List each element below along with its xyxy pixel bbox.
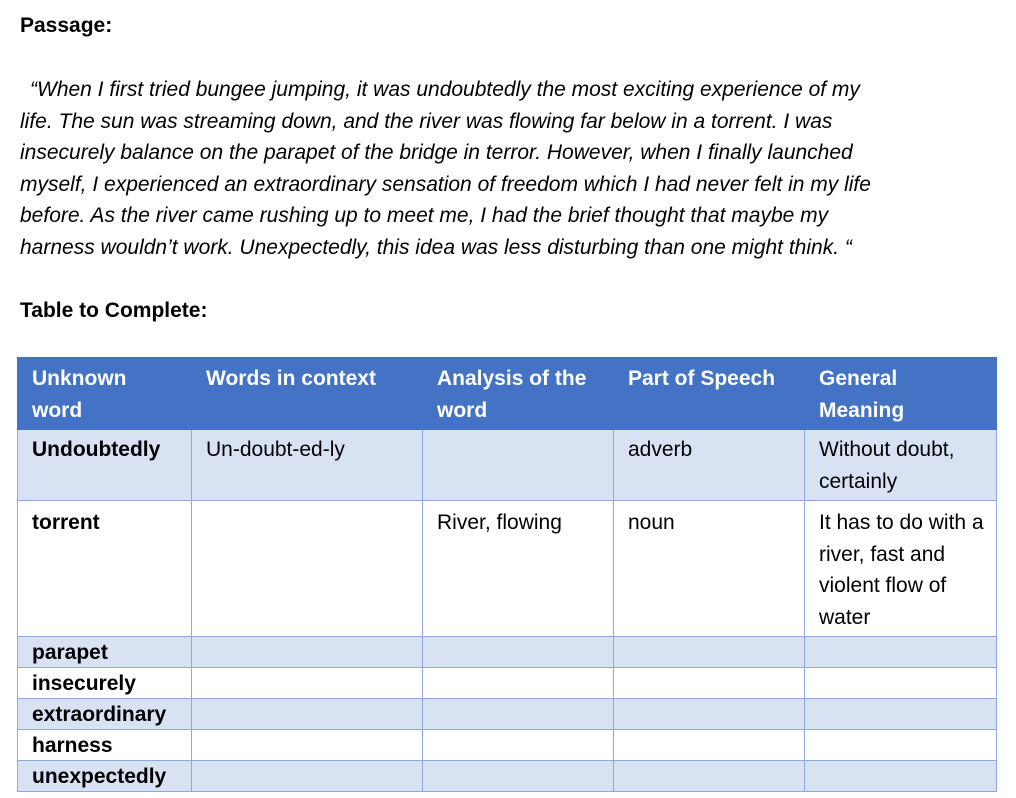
cell-words-in-context[interactable] bbox=[192, 699, 423, 730]
passage-line: myself, I experienced an extraordinary sensation of freedom which I had never felt in my life bbox=[20, 172, 871, 196]
table-row bbox=[18, 730, 997, 761]
column-header-part-of-speech: Part of Speech bbox=[614, 358, 805, 430]
cell-analysis[interactable] bbox=[423, 637, 614, 668]
cell-general-meaning[interactable] bbox=[805, 637, 997, 668]
cell-analysis[interactable] bbox=[423, 430, 614, 501]
table-row bbox=[18, 501, 997, 637]
cell-unknown-word[interactable]: harness bbox=[18, 730, 192, 761]
cell-words-in-context[interactable] bbox=[192, 730, 423, 761]
cell-part-of-speech[interactable] bbox=[614, 668, 805, 699]
table-row bbox=[18, 430, 997, 501]
cell-analysis[interactable] bbox=[423, 699, 614, 730]
passage-line: life. The sun was streaming down, and the river was flowing far below in a torrent. I was bbox=[20, 109, 833, 133]
cell-unknown-word[interactable]: insecurely bbox=[18, 668, 192, 699]
cell-part-of-speech[interactable] bbox=[614, 637, 805, 668]
cell-words-in-context[interactable] bbox=[192, 501, 423, 637]
passage-heading: Passage: bbox=[20, 14, 113, 37]
cell-analysis[interactable] bbox=[423, 730, 614, 761]
cell-general-meaning[interactable] bbox=[805, 699, 997, 730]
column-header-analysis: Analysis of the word bbox=[423, 358, 614, 430]
vocabulary-table bbox=[17, 357, 997, 792]
cell-analysis[interactable] bbox=[423, 668, 614, 699]
cell-analysis[interactable] bbox=[423, 761, 614, 792]
cell-general-meaning[interactable]: Without doubt, certainly bbox=[805, 430, 997, 501]
cell-words-in-context[interactable] bbox=[192, 637, 423, 668]
passage-line: before. As the river came rushing up to meet me, I had the brief thought that maybe my bbox=[20, 204, 829, 227]
column-header-unknown-word: Unknown word bbox=[18, 358, 192, 430]
table-header-row bbox=[18, 358, 997, 430]
cell-general-meaning[interactable] bbox=[805, 730, 997, 761]
cell-unknown-word[interactable]: torrent bbox=[18, 501, 192, 637]
cell-unknown-word[interactable]: parapet bbox=[18, 637, 192, 668]
table-row bbox=[18, 637, 997, 668]
passage-text bbox=[20, 74, 990, 263]
cell-general-meaning[interactable] bbox=[805, 668, 997, 699]
cell-part-of-speech[interactable] bbox=[614, 761, 805, 792]
cell-part-of-speech[interactable]: noun bbox=[614, 501, 805, 637]
cell-part-of-speech[interactable]: adverb bbox=[614, 430, 805, 501]
table-heading: Table to Complete: bbox=[20, 299, 208, 322]
cell-unknown-word[interactable]: Undoubtedly bbox=[18, 430, 192, 501]
column-header-general-meaning: General Meaning bbox=[805, 358, 997, 430]
cell-unknown-word[interactable]: extraordinary bbox=[18, 699, 192, 730]
passage-line: “When I first tried bungee jumping, it was undoubtedly the most exciting experience of my bbox=[30, 78, 860, 101]
cell-analysis[interactable]: River, flowing bbox=[423, 501, 614, 637]
table-row bbox=[18, 761, 997, 792]
cell-general-meaning[interactable] bbox=[805, 761, 997, 792]
table-row bbox=[18, 668, 997, 699]
table-row bbox=[18, 699, 997, 730]
cell-part-of-speech[interactable] bbox=[614, 730, 805, 761]
cell-general-meaning[interactable]: It has to do with a river, fast and violent flow of water bbox=[805, 501, 997, 637]
passage-line: insecurely balance on the parapet of the bridge in terror. However, when I finally launched bbox=[20, 141, 853, 164]
cell-words-in-context[interactable] bbox=[192, 761, 423, 792]
cell-words-in-context[interactable]: Un-doubt-ed-ly bbox=[192, 430, 423, 501]
column-header-words-in-context: Words in context bbox=[192, 358, 423, 430]
cell-unknown-word[interactable]: unexpectedly bbox=[18, 761, 192, 792]
cell-words-in-context[interactable] bbox=[192, 668, 423, 699]
cell-part-of-speech[interactable] bbox=[614, 699, 805, 730]
passage-line: harness wouldn’t work. Unexpectedly, this idea was less disturbing than one might think. “ bbox=[20, 235, 852, 259]
